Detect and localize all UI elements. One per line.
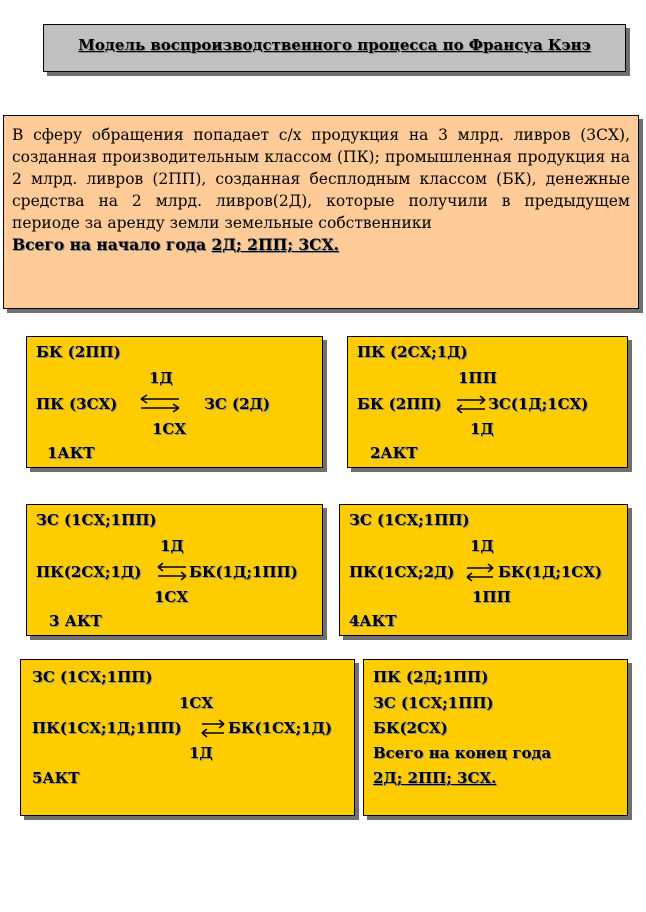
act-3-exchange-arrows xyxy=(155,561,189,581)
act-4-top: ЗС (1СХ;1ПП) xyxy=(349,511,470,529)
act-4-below-label: 1ПП xyxy=(472,588,511,606)
act-2-top: ПК (2СХ;1Д) xyxy=(357,343,468,361)
act-3-above-label: 1Д xyxy=(160,537,184,555)
final-box xyxy=(363,659,628,816)
act-3-left-party: ПК(2СХ;1Д) xyxy=(36,563,142,581)
intro-text: В сферу обращения попадает с/х продукция на 3 млрд. ливров (3СХ), созданная производительным классом (ПК); промышленная продукция на 2 млрд. ливров (2ПП), созданная бесплодным классом (БК), денежные средства на 2 млрд. ливров(2Д), которые получили в предыдущем периоде за аренду земли земельные собственники xyxy=(12,126,630,232)
intro-total-prefix: Всего на начало года xyxy=(12,235,212,254)
act-1-right-party: ЗС (2Д) xyxy=(204,395,270,413)
act-5-exchange-arrows xyxy=(199,718,227,738)
act-4-exchange-arrows xyxy=(464,562,496,582)
act-4-label: 4АКТ xyxy=(349,612,397,630)
act-1-left-party: ПК (3СХ) xyxy=(36,395,118,413)
act-4-box xyxy=(339,504,628,636)
act-1-top: БК (2ПП) xyxy=(36,343,121,361)
act-2-label: 2АКТ xyxy=(370,444,418,462)
final-line-1: ПК (2Д;1ПП) xyxy=(373,668,489,686)
final-line-3: БК(2СХ) xyxy=(373,719,448,737)
act-2-left-party: БК (2ПП) xyxy=(357,395,442,413)
act-2-below-label: 1Д xyxy=(470,420,494,438)
act-2-right-party: ЗС(1Д;1СХ) xyxy=(488,395,589,413)
act-2-above-label: 1ПП xyxy=(458,369,497,387)
title-box xyxy=(43,24,626,72)
act-2-exchange-arrows xyxy=(454,394,488,414)
act-1-above-label: 1Д xyxy=(149,369,173,387)
act-5-label: 5АКТ xyxy=(32,769,80,787)
act-5-above-label: 1СХ xyxy=(179,694,214,712)
final-line-2: ЗС (1СХ;1ПП) xyxy=(373,694,494,712)
final-total-value: 2Д; 2ПП; 3СХ. xyxy=(373,769,497,787)
intro-total xyxy=(12,234,630,256)
final-line-4: Всего на конец года xyxy=(373,744,552,762)
act-1-exchange-arrows xyxy=(137,393,183,413)
act-4-left-party: ПК(1СХ;2Д) xyxy=(349,563,455,581)
intro-total-value: 2Д; 2ПП; 3СХ. xyxy=(211,235,339,254)
act-3-right-party: БК(1Д;1ПП) xyxy=(189,563,298,581)
act-5-below-label: 1Д xyxy=(189,744,213,762)
act-3-label: 3 АКТ xyxy=(49,612,102,630)
act-2-box xyxy=(347,336,628,468)
act-4-above-label: 1Д xyxy=(470,537,494,555)
act-3-top: ЗС (1СХ;1ПП) xyxy=(36,511,157,529)
act-1-box xyxy=(26,336,323,468)
act-3-below-label: 1СХ xyxy=(154,588,189,606)
act-5-box xyxy=(20,659,355,816)
act-1-below-label: 1СХ xyxy=(152,420,187,438)
act-3-box xyxy=(26,504,323,636)
act-1-label: 1АКТ xyxy=(47,444,95,462)
diagram-title: Модель воспроизводственного процесса по Франсуа Кэнэ xyxy=(78,36,591,54)
act-5-top: ЗС (1СХ;1ПП) xyxy=(32,668,153,686)
intro-box xyxy=(3,115,639,309)
act-5-right-party: БК(1СХ;1Д) xyxy=(228,719,332,737)
act-5-left-party: ПК(1СХ;1Д;1ПП) xyxy=(32,719,182,737)
act-4-right-party: БК(1Д;1СХ) xyxy=(498,563,602,581)
